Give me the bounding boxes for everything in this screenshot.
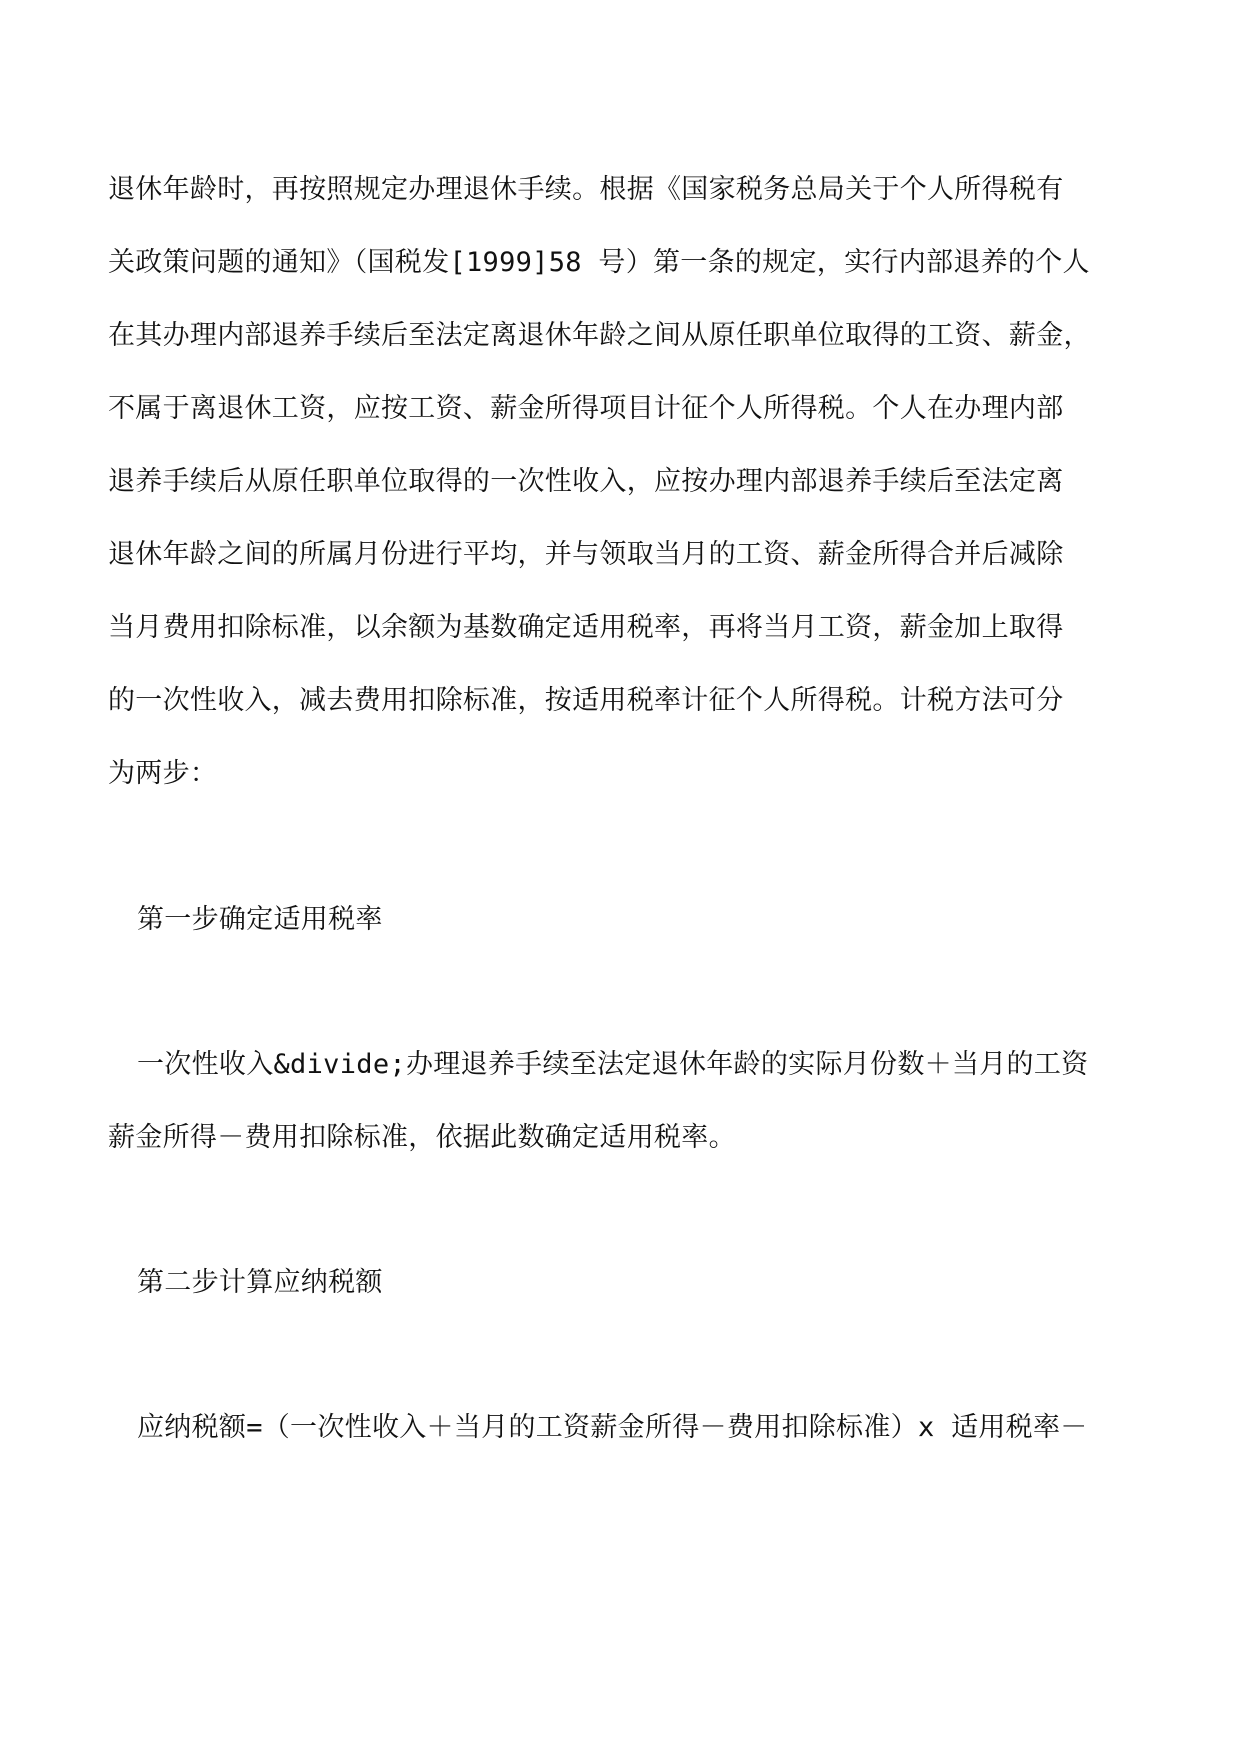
step1-formula-line-2: 薪金所得－费用扣除标准，依据此数确定适用税率。 [108, 1122, 736, 1153]
step2-formula-line: 应纳税额=（一次性收入＋当月的工资薪金所得－费用扣除标准）x 适用税率－ [137, 1412, 1088, 1443]
paragraph-line-8: 的一次性收入，减去费用扣除标准，按适用税率计征个人所得税。计税方法可分 [108, 685, 1064, 716]
paragraph-line-7: 当月费用扣除标准，以余额为基数确定适用税率，再将当月工资，薪金加上取得 [108, 612, 1064, 643]
paragraph-line-1: 退休年龄时，再按照规定办理退休手续。根据《国家税务总局关于个人所得税有 [108, 174, 1064, 205]
step2-heading: 第二步计算应纳税额 [137, 1267, 383, 1298]
step1-heading: 第一步确定适用税率 [137, 904, 383, 935]
paragraph-line-5: 退养手续后从原任职单位取得的一次性收入，应按办理内部退养手续后至法定离 [108, 466, 1064, 497]
paragraph-line-3: 在其办理内部退养手续后至法定离退休年龄之间从原任职单位取得的工资、薪金， [108, 320, 1091, 351]
paragraph-line-9: 为两步： [108, 758, 218, 789]
step1-formula-line-1: 一次性收入&divide;办理退养手续至法定退休年龄的实际月份数＋当月的工资 [137, 1049, 1089, 1080]
paragraph-line-2: 关政策问题的通知》（国税发[1999]58 号）第一条的规定，实行内部退养的个人 [108, 247, 1090, 278]
paragraph-line-6: 退休年龄之间的所属月份进行平均，并与领取当月的工资、薪金所得合并后减除 [108, 539, 1064, 570]
paragraph-line-4: 不属于离退休工资，应按工资、薪金所得项目计征个人所得税。个人在办理内部 [108, 393, 1064, 424]
